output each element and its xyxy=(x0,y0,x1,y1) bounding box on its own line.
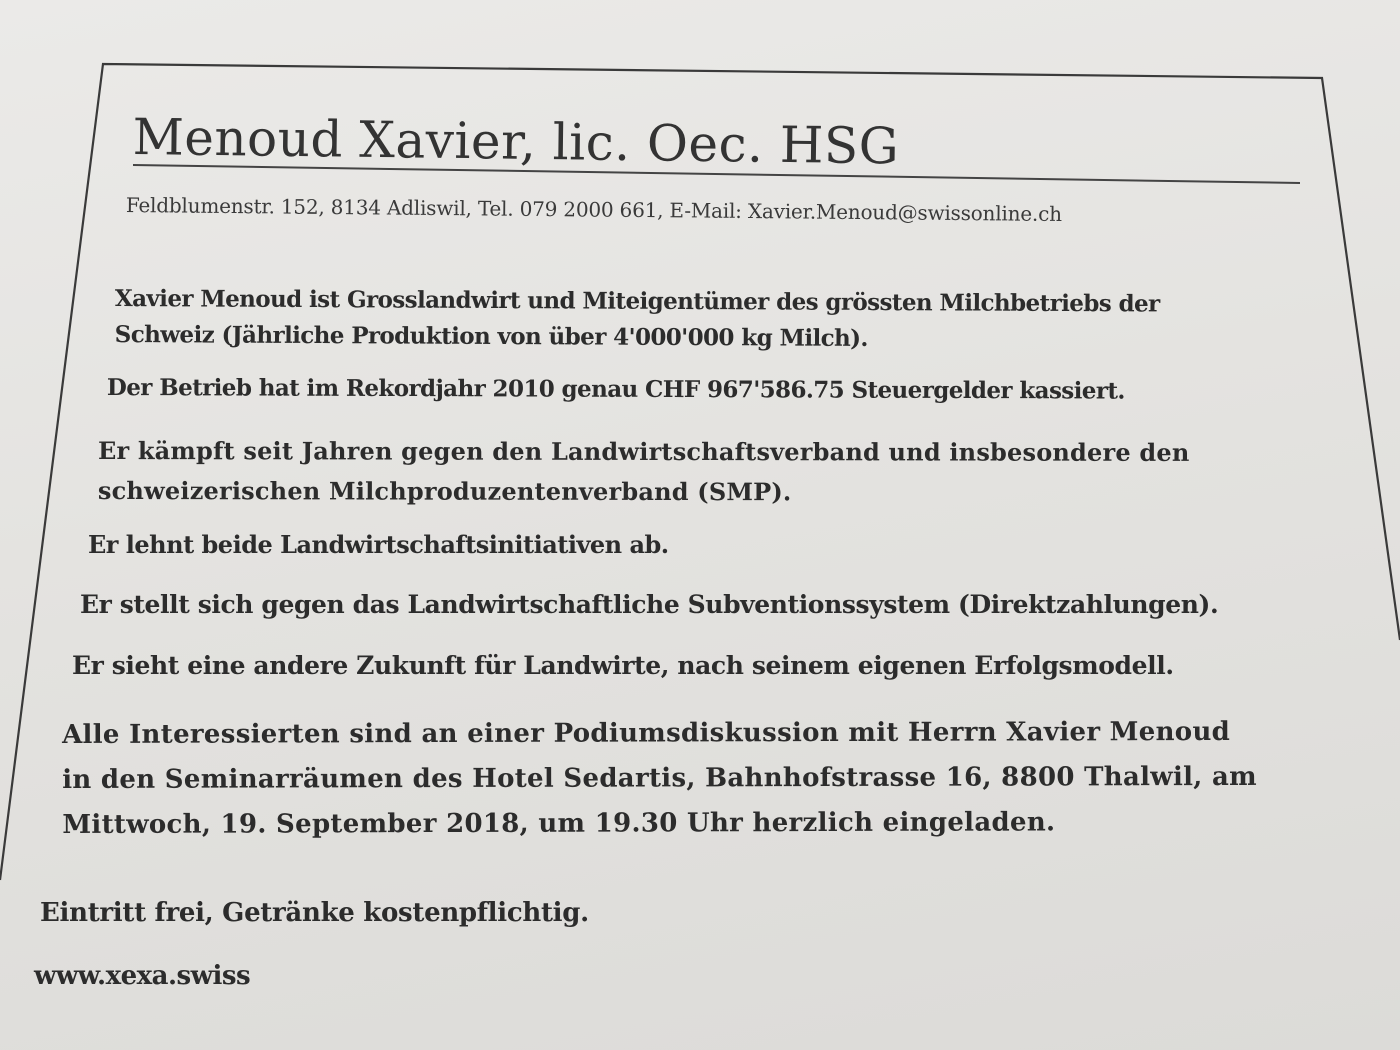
paragraph-line: Mittwoch, 19. September 2018, um 19.30 Uhr herzlich eingeladen. xyxy=(62,807,1056,840)
website-url: www.xexa.swiss xyxy=(34,961,251,991)
paragraph-intro xyxy=(115,281,1160,358)
paragraph-invitation xyxy=(62,710,1257,848)
paragraph-line: Xavier Menoud ist Grosslandwirt und Miteigentümer des grössten Milchbetriebs der xyxy=(114,284,1160,318)
admission-note: Eintritt frei, Getränke kostenpflichtig. xyxy=(40,898,589,928)
paragraph-line: Er kämpft seit Jahren gegen den Landwirtschaftsverband und insbesondere den xyxy=(97,436,1190,467)
paragraph-line: schweizerischen Milchproduzentenverband (SMP). xyxy=(97,475,792,507)
paragraph-fight-association xyxy=(98,431,1190,513)
paragraph-initiatives: Er lehnt beide Landwirtschaftsinitiativen ab. xyxy=(88,530,669,559)
paragraph-subsidies: Er stellt sich gegen das Landwirtschaftliche Subventionssystem (Direktzahlungen). xyxy=(80,590,1219,619)
paragraph-line: Alle Interessierten sind an einer Podiumsdiskussion mit Herrn Xavier Menoud xyxy=(62,716,1231,750)
ad-title: Menoud Xavier, lic. Oec. HSG xyxy=(132,108,900,176)
paragraph-line: Schweiz (Jährliche Produktion von über 4'000'000 kg Milch). xyxy=(114,320,868,352)
paragraph-future: Er sieht eine andere Zukunft für Landwirte, nach seinem eigenen Erfolgsmodell. xyxy=(72,651,1174,680)
paragraph-line: in den Seminarräumen des Hotel Sedartis, Bahnhofstrasse 16, 8800 Thalwil, am xyxy=(62,761,1257,795)
contact-line: Feldblumenstr. 152, 8134 Adliswil, Tel. 079 2000 661, E-Mail: Xavier.Menoud@swissonline.ch xyxy=(125,193,1062,226)
paragraph-tax-money: Der Betrieb hat im Rekordjahr 2010 genau CHF 967'586.75 Steuergelder kassiert. xyxy=(106,374,1125,405)
